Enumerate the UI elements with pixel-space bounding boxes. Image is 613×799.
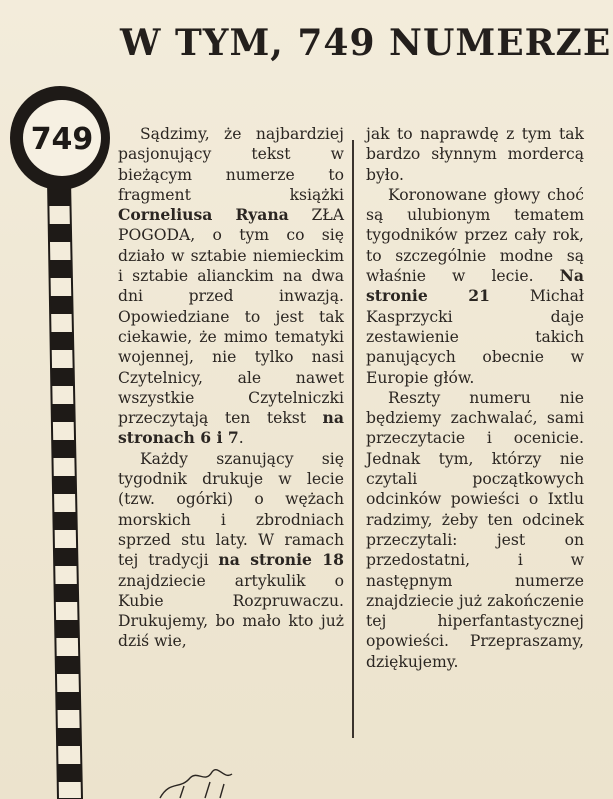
sign-number: 749 [30, 122, 94, 157]
headline: W TYM, 749 NUMERZE [120, 22, 612, 64]
text-run: Każdy szanujący się tygodnik drukuje w lecie (tzw. ogórki) o wężach morskich i zbrodniach sprzed stu laty. W ramach tej tradycji [118, 449, 344, 570]
page-reference: na stronach 6 i 7 [118, 408, 344, 448]
text-run: Reszty numeru nie będziemy zachwalać, sami przeczytacie i ocenicie. Jednak tym, którzy nie czytali początkowych odcinków powieści o Ixtlu radzimy, żeby ten odcinek przeczytali: jest on przedostatni, i w następnym numerze znajdziecie już zakończenie tej hiperfantastycznej opowieści. Przepraszamy, dziękujemy. [366, 388, 584, 671]
article-column-right [366, 124, 584, 672]
paragraph [366, 185, 584, 388]
column-divider [352, 140, 354, 738]
article-column-left [118, 124, 344, 652]
signpost-icon [0, 80, 120, 799]
paragraph [366, 388, 584, 672]
page-reference: Na stronie 21 [366, 266, 584, 306]
text-run: znajdziecie artykulik o Kubie Rozpruwaczu. Drukujemy, bo mało kto już dziś wie, [118, 571, 344, 651]
text-run: Michał Kasprzycki daje zestawienie takich panujących obecnie w Europie głów. [366, 287, 584, 387]
paragraph [118, 449, 344, 652]
page-reference: na stronie 18 [218, 550, 345, 570]
author-name: Corneliusa Ryana [118, 205, 289, 225]
text-run: Sądzimy, że najbardziej pasjonujący tekst w bieżącym numerze to fragment książki [118, 125, 344, 204]
text-run: . [238, 429, 244, 448]
paragraph [366, 124, 584, 185]
text-run: Koronowane głowy choć są ulubionym tematem tygodników przez cały rok, to szczególnie modne są właśnie w lecie. [366, 185, 584, 286]
text-run: jak to naprawdę z tym tak bardzo słynnym mordercą było. [366, 125, 584, 184]
text-run: ZŁA POGODA, o tym co się działo w sztabie niemieckim i sztabie alianckim na dwa dni przed inwazją. Opowiedziane to jest tak ciekawie, że mimo tematyki wojennej, nie tylko nasi Czytelnicy, ale nawet wszystkie Czytelniczki przeczytają ten tekst [118, 206, 344, 428]
grass-doodle-icon [150, 760, 270, 799]
paragraph [118, 124, 344, 449]
